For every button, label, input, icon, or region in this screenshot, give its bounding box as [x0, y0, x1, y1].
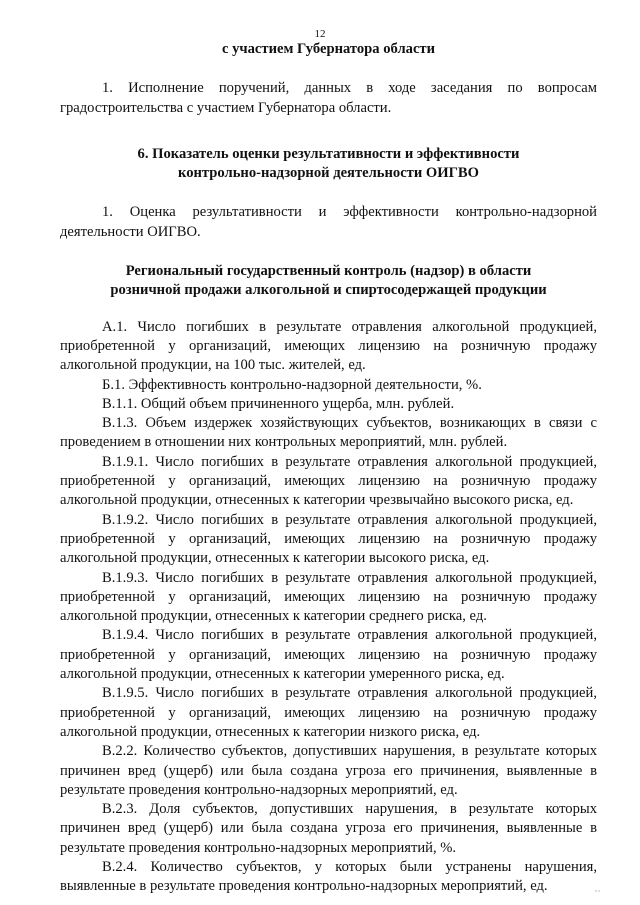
indicator-item-v2-4: В.2.4. Количество субъектов, у которых были устранены нарушения, выявленные в результате проведения контрольно-надзорных мероприятий, ед.	[60, 858, 597, 895]
subsection-heading-line1: Региональный государственный контроль (надзор) в области	[125, 263, 532, 280]
indicator-item-v1-9-4: В.1.9.4. Число погибших в результате отравления алкогольной продукцией, приобретенной у организаций, имеющих лицензию на розничную продажу алкогольной продукции, отнесенных к категории умеренного риска, ед.	[60, 627, 597, 683]
indicator-item-v1-3: В.1.3. Объем издержек хозяйствующих субъектов, возникающих в связи с проведением в отношении них контрольных мероприятий, млн. рублей.	[60, 415, 597, 451]
indicator-item-v1-1: В.1.1. Общий объем причиненного ущерба, млн. рублей.	[102, 395, 455, 412]
paragraph-assessment: 1. Оценка результативности и эффективности контрольно-надзорной деятельности ОИГВО.	[60, 204, 597, 240]
document-body	[60, 40, 597, 897]
subsection-heading-line2: розничной продажи алкогольной и спиртосодержащей продукции	[110, 282, 547, 299]
section-heading-governor: с участием Губернатора области	[221, 41, 436, 57]
indicator-item-v2-2: В.2.2. Количество субъектов, допустивших нарушения, в результате которых причинен вред (ущерб) или была создана угроза его причинения, выявленные в результате проведения контрольно-надзорных мероприятий, ед.	[60, 743, 597, 798]
page-number: 12	[314, 28, 326, 40]
indicator-item-a1: А.1. Число погибших в результате отравления алкогольной продукцией, приобретенной у организаций, имеющих лицензию на розничную продажу алкогольной продукции, на 100 тыс. жителей, ед.	[60, 318, 597, 374]
indicator-item-v1-9-3: В.1.9.3. Число погибших в результате отравления алкогольной продукцией, приобретенной у организаций, имеющих лицензию на розничную продажу алкогольной продукции, отнесенных к категории среднего риска, ед.	[60, 569, 597, 625]
section-6-heading-line1: 6. Показатель оценки результативности и эффективности	[137, 145, 520, 162]
section-6-heading-line2: контрольно-надзорной деятельности ОИГВО	[178, 165, 479, 182]
indicator-item-v1-9-2: В.1.9.2. Число погибших в результате отравления алкогольной продукцией, приобретенной у организаций, имеющих лицензию на розничную продажу алкогольной продукции, отнесенных к категории высокого риска, ед.	[60, 511, 597, 567]
section-6-heading	[60, 145, 597, 184]
indicator-list	[60, 318, 597, 897]
indicator-item-v2-3: В.2.3. Доля субъектов, допустивших нарушения, в результате которых причинен вред (ущерб) или была создана угроза его причинения, выявленные в результате проведения контрольно-надзорных мероприятий, %.	[60, 801, 597, 856]
footer-mark: " "	[594, 891, 600, 896]
indicator-item-v1-9-1: В.1.9.1. Число погибших в результате отравления алкогольной продукцией, приобретенной у организаций, имеющих лицензию на розничную продажу алкогольной продукции, отнесенных к категории чрезвычайно высокого риска, ед.	[60, 453, 597, 509]
paragraph-instructions: 1. Исполнение поручений, данных в ходе заседания по вопросам градостроительства с участием Губернатора области.	[60, 80, 597, 116]
subsection-heading	[60, 262, 597, 301]
indicator-item-v1-9-5: В.1.9.5. Число погибших в результате отравления алкогольной продукцией, приобретенной у организаций, имеющих лицензию на розничную продажу алкогольной продукции, отнесенных к категории низкого риска, ед.	[60, 685, 597, 740]
indicator-item-b1: Б.1. Эффективность контрольно-надзорной деятельности, %.	[102, 376, 482, 393]
